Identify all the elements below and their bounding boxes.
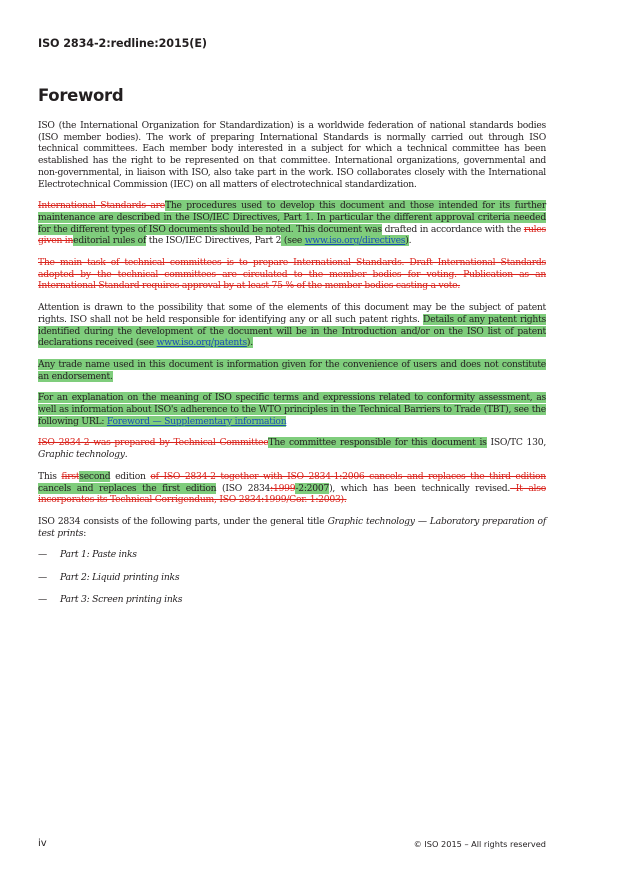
deleted-text: ISO 2834-2 was prepared by Technical Committee bbox=[38, 437, 269, 449]
paragraph-parts-intro bbox=[38, 516, 546, 539]
inserted-text: second bbox=[79, 470, 111, 482]
list-item bbox=[38, 572, 546, 584]
paragraph-deleted-main-task bbox=[38, 257, 546, 292]
paragraph-text: . bbox=[124, 449, 128, 461]
patents-link[interactable]: www.iso.org/patents bbox=[156, 337, 247, 349]
section-title: Foreword bbox=[38, 86, 124, 105]
list-dash: — bbox=[38, 571, 47, 583]
paragraph-text: Attention is drawn to the possibility that some of the elements of this document may be the subject of patent rights. ISO shall not be held responsible for identifying any or all such patent rights. bbox=[38, 302, 546, 325]
deleted-text: International Standards are bbox=[38, 200, 165, 212]
paragraph-committee bbox=[38, 437, 546, 460]
inserted-text: The procedures used to develop this document and those intended for its further maintenance are described in the ISO/IEC Directives, Part 1. In particular the different approval criteria needed for the different types of ISO documents should be noted. This document was bbox=[38, 200, 546, 235]
page-number: iv bbox=[38, 838, 47, 849]
document-id-header: ISO 2834-2:redline:2015(E) bbox=[38, 37, 207, 50]
inserted-text: Any trade name used in this document is information given for the convenience of users and does not constitute an endorsement. bbox=[38, 358, 546, 382]
list-item bbox=[38, 594, 546, 606]
inserted-text: cancels and replaces the first edition bbox=[38, 482, 217, 494]
paragraph-text: the ISO/IEC Directives, Part 2 bbox=[146, 235, 282, 247]
foreword-body bbox=[38, 120, 546, 616]
document-page bbox=[38, 0, 546, 876]
paragraph-text: ISO 2834 consists of the following parts, under the general title bbox=[38, 515, 328, 527]
paragraph-edition bbox=[38, 471, 546, 506]
paragraph-text: edition bbox=[110, 470, 151, 482]
inserted-see: (see bbox=[281, 235, 305, 247]
deleted-text: :1999 bbox=[270, 482, 296, 494]
inserted-text: The committee responsible for this document is bbox=[268, 437, 487, 449]
inserted-text bbox=[281, 235, 408, 246]
inserted-text bbox=[38, 392, 546, 426]
inserted-text: editorial rules of bbox=[73, 235, 147, 247]
inserted-details: Details of any patent rights identified during the development of the document will be in the Introduction and/or on the ISO list of patent declarations received (see bbox=[38, 313, 547, 349]
part-label: Part 2: Liquid printing inks bbox=[60, 571, 180, 583]
paragraph-text: ), which has been technically revised. bbox=[329, 482, 511, 494]
paragraph-patents bbox=[38, 302, 546, 349]
part-label: Part 1: Paste inks bbox=[60, 549, 137, 561]
paragraph-iso-intro: ISO (the International Organization for Standardization) is a worldwide federation of national standards bodies (ISO member bodies). The work of preparing International Standards is normally carried out through ISO technical committees. Each member body interested in a subject for which a technical committee has been established has the right to be represented on that committee. International organizations, governmental and non-governmental, in liaison with ISO, also take part in the work. ISO collaborates closely with the International Electrotechnical Commission (IEC) on all matters of electrotechnical standardization. bbox=[38, 120, 546, 190]
parts-list bbox=[38, 549, 546, 605]
paragraph-text: drafted in accordance with the bbox=[381, 223, 524, 235]
deleted-text: rules given in bbox=[38, 223, 546, 247]
deleted-text: It also incorporates its Technical Corrigendum, ISO 2834:1999/Cor. 1:2003). bbox=[38, 482, 546, 506]
paragraph-procedures bbox=[38, 200, 546, 247]
paragraph-text: (ISO 2834 bbox=[216, 482, 271, 494]
directives-link[interactable]: www.iso.org/directives bbox=[304, 235, 406, 247]
paragraph-conformity bbox=[38, 392, 546, 427]
part-label: Part 3: Screen printing inks bbox=[60, 593, 183, 605]
paragraph-text: . bbox=[408, 235, 412, 247]
copyright-notice: © ISO 2015 – All rights reserved bbox=[413, 839, 546, 849]
list-dash: — bbox=[38, 549, 47, 561]
paragraph-text: : bbox=[83, 527, 87, 539]
list-item bbox=[38, 549, 546, 561]
committee-title: Graphic technology bbox=[38, 449, 125, 461]
deleted-text: of ISO 2834-2 together with ISO 2834-1:2006 cancels and replaces the third edition bbox=[150, 470, 546, 482]
inserted-text: -2:2007 bbox=[295, 482, 330, 494]
list-dash: — bbox=[38, 593, 47, 605]
inserted-explanation: For an explanation on the meaning of ISO specific terms and expressions related to conformity assessment, as well as information about ISO's adherence to the WTO principles in the Technical Barriers to Trade (TBT), see the following URL: bbox=[38, 392, 546, 427]
inserted-close: ). bbox=[246, 337, 253, 349]
paragraph-text: ISO/TC 130, bbox=[486, 437, 546, 449]
general-title: Graphic technology — Laboratory preparation of test prints bbox=[38, 515, 546, 539]
deleted-text: first bbox=[61, 470, 80, 482]
paragraph-trade-name bbox=[38, 359, 546, 382]
paragraph-text: This bbox=[38, 470, 62, 482]
inserted-close: ) bbox=[405, 235, 409, 247]
supplementary-info-link[interactable]: Foreword — Supplementary information bbox=[106, 415, 287, 427]
deleted-text: The main task of technical committees is to prepare International Standards. Draft International Standards adopted by the technical committees are circulated to the member bodies for voting. Publication as an International Standard requires approval by at least 75 % of the member bodies casting a vote. bbox=[38, 257, 546, 292]
